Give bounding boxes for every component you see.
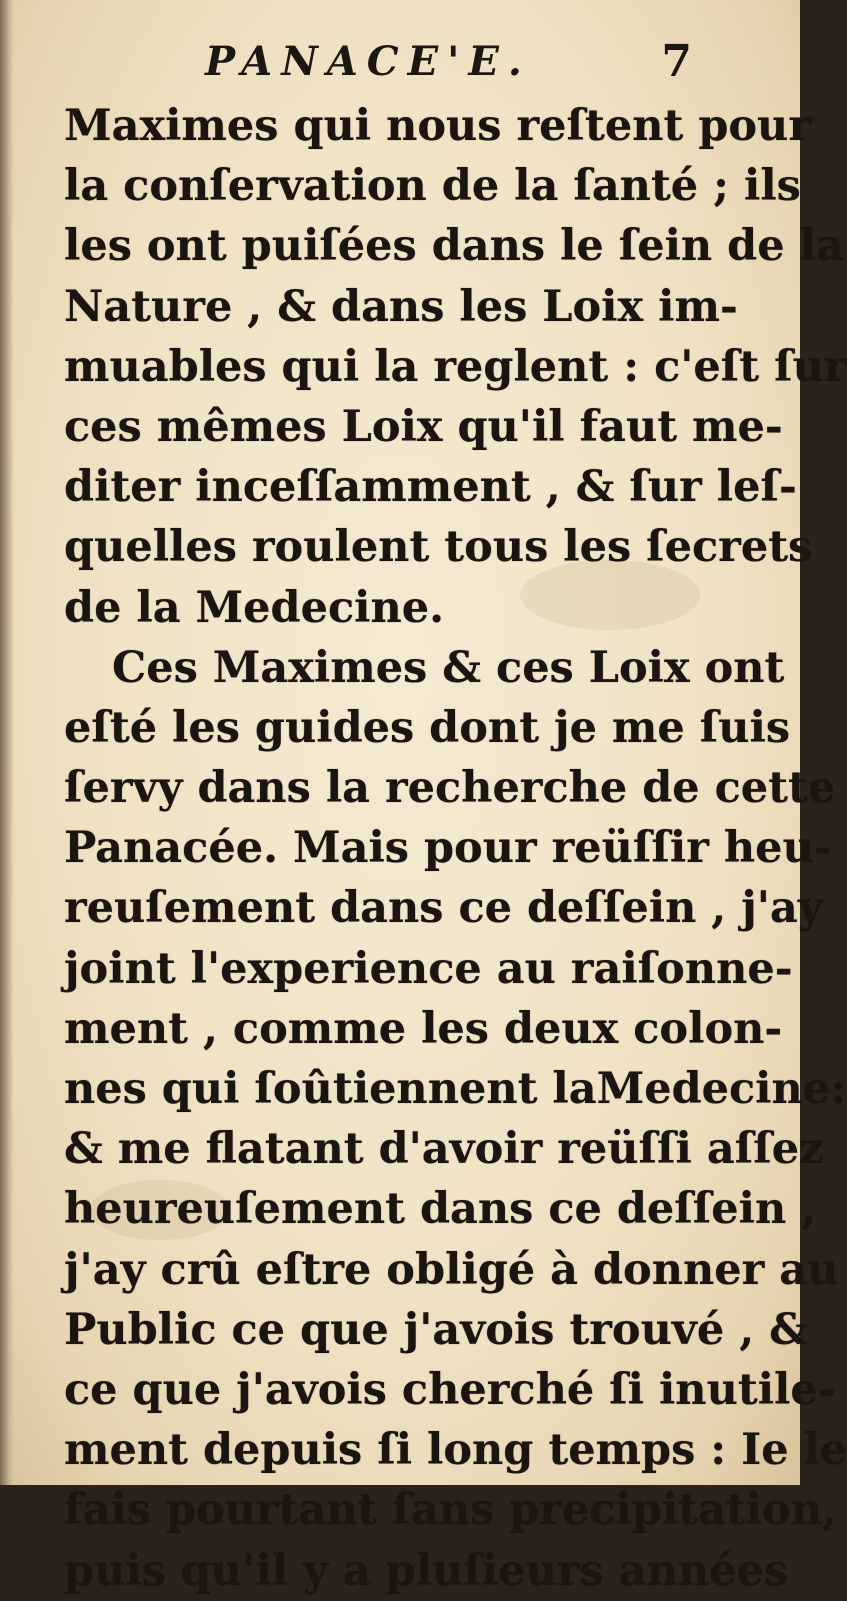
text-line: nes qui ſoûtiennent laMedecine: [64,1064,846,1114]
text-line: puis qu'il y a pluſieurs années [64,1545,789,1596]
text-line: diter inceſſamment , & ſur leſ- [64,462,797,513]
running-title: PANACE'E. [205,38,531,85]
text-line: les ont puiſées dans le ſein de la [64,221,844,272]
text-line: ment , comme les deux colon- [64,1003,783,1054]
text-line: fais pourtant ſans precipitation, [64,1485,837,1536]
text-line: ment depuis ſi long temps : Ie le [64,1425,847,1476]
text-line: j'ay crû eſtre obligé à donner au [64,1244,839,1295]
text-line: heureuſement dans ce deſſein , [64,1184,817,1235]
page-edge-shadow [0,0,14,1485]
text-line: joint l'experience au raiſonne- [64,943,793,994]
text-line: ces mêmes Loix qu'il faut me- [64,401,783,452]
text-line: muables qui la reglent : c'eſt ſur [64,341,847,392]
text-line: Public ce que j'avois trouvé , & [64,1304,808,1355]
page-number: 7 [661,36,692,87]
text-line-paragraph-start: Ces Maximes & ces Loix ont [112,642,785,693]
text-line: la conſervation de la ſanté ; ils [64,161,801,212]
text-line: ce que j'avois cherché ſi inutile- [64,1364,836,1415]
text-line: Nature , & dans les Loix im- [64,281,738,332]
text-line: ſervy dans la recherche de cette [64,763,836,814]
text-line-paragraph-end: de la Medecine. [64,582,445,633]
text-line: quelles roulent tous les ſecrets [64,522,813,573]
text-line: reuſement dans ce deſſein , j'ay [64,883,823,934]
text-line: & me flatant d'avoir reüſſi aſſez [64,1124,824,1175]
text-line: eſté les guides dont je me ſuis [64,702,791,753]
text-line: Panacée. Mais pour reüſſir heu- [64,823,832,874]
text-line: Maximes qui nous reſtent pour [64,101,811,151]
body-text [64,96,847,1601]
